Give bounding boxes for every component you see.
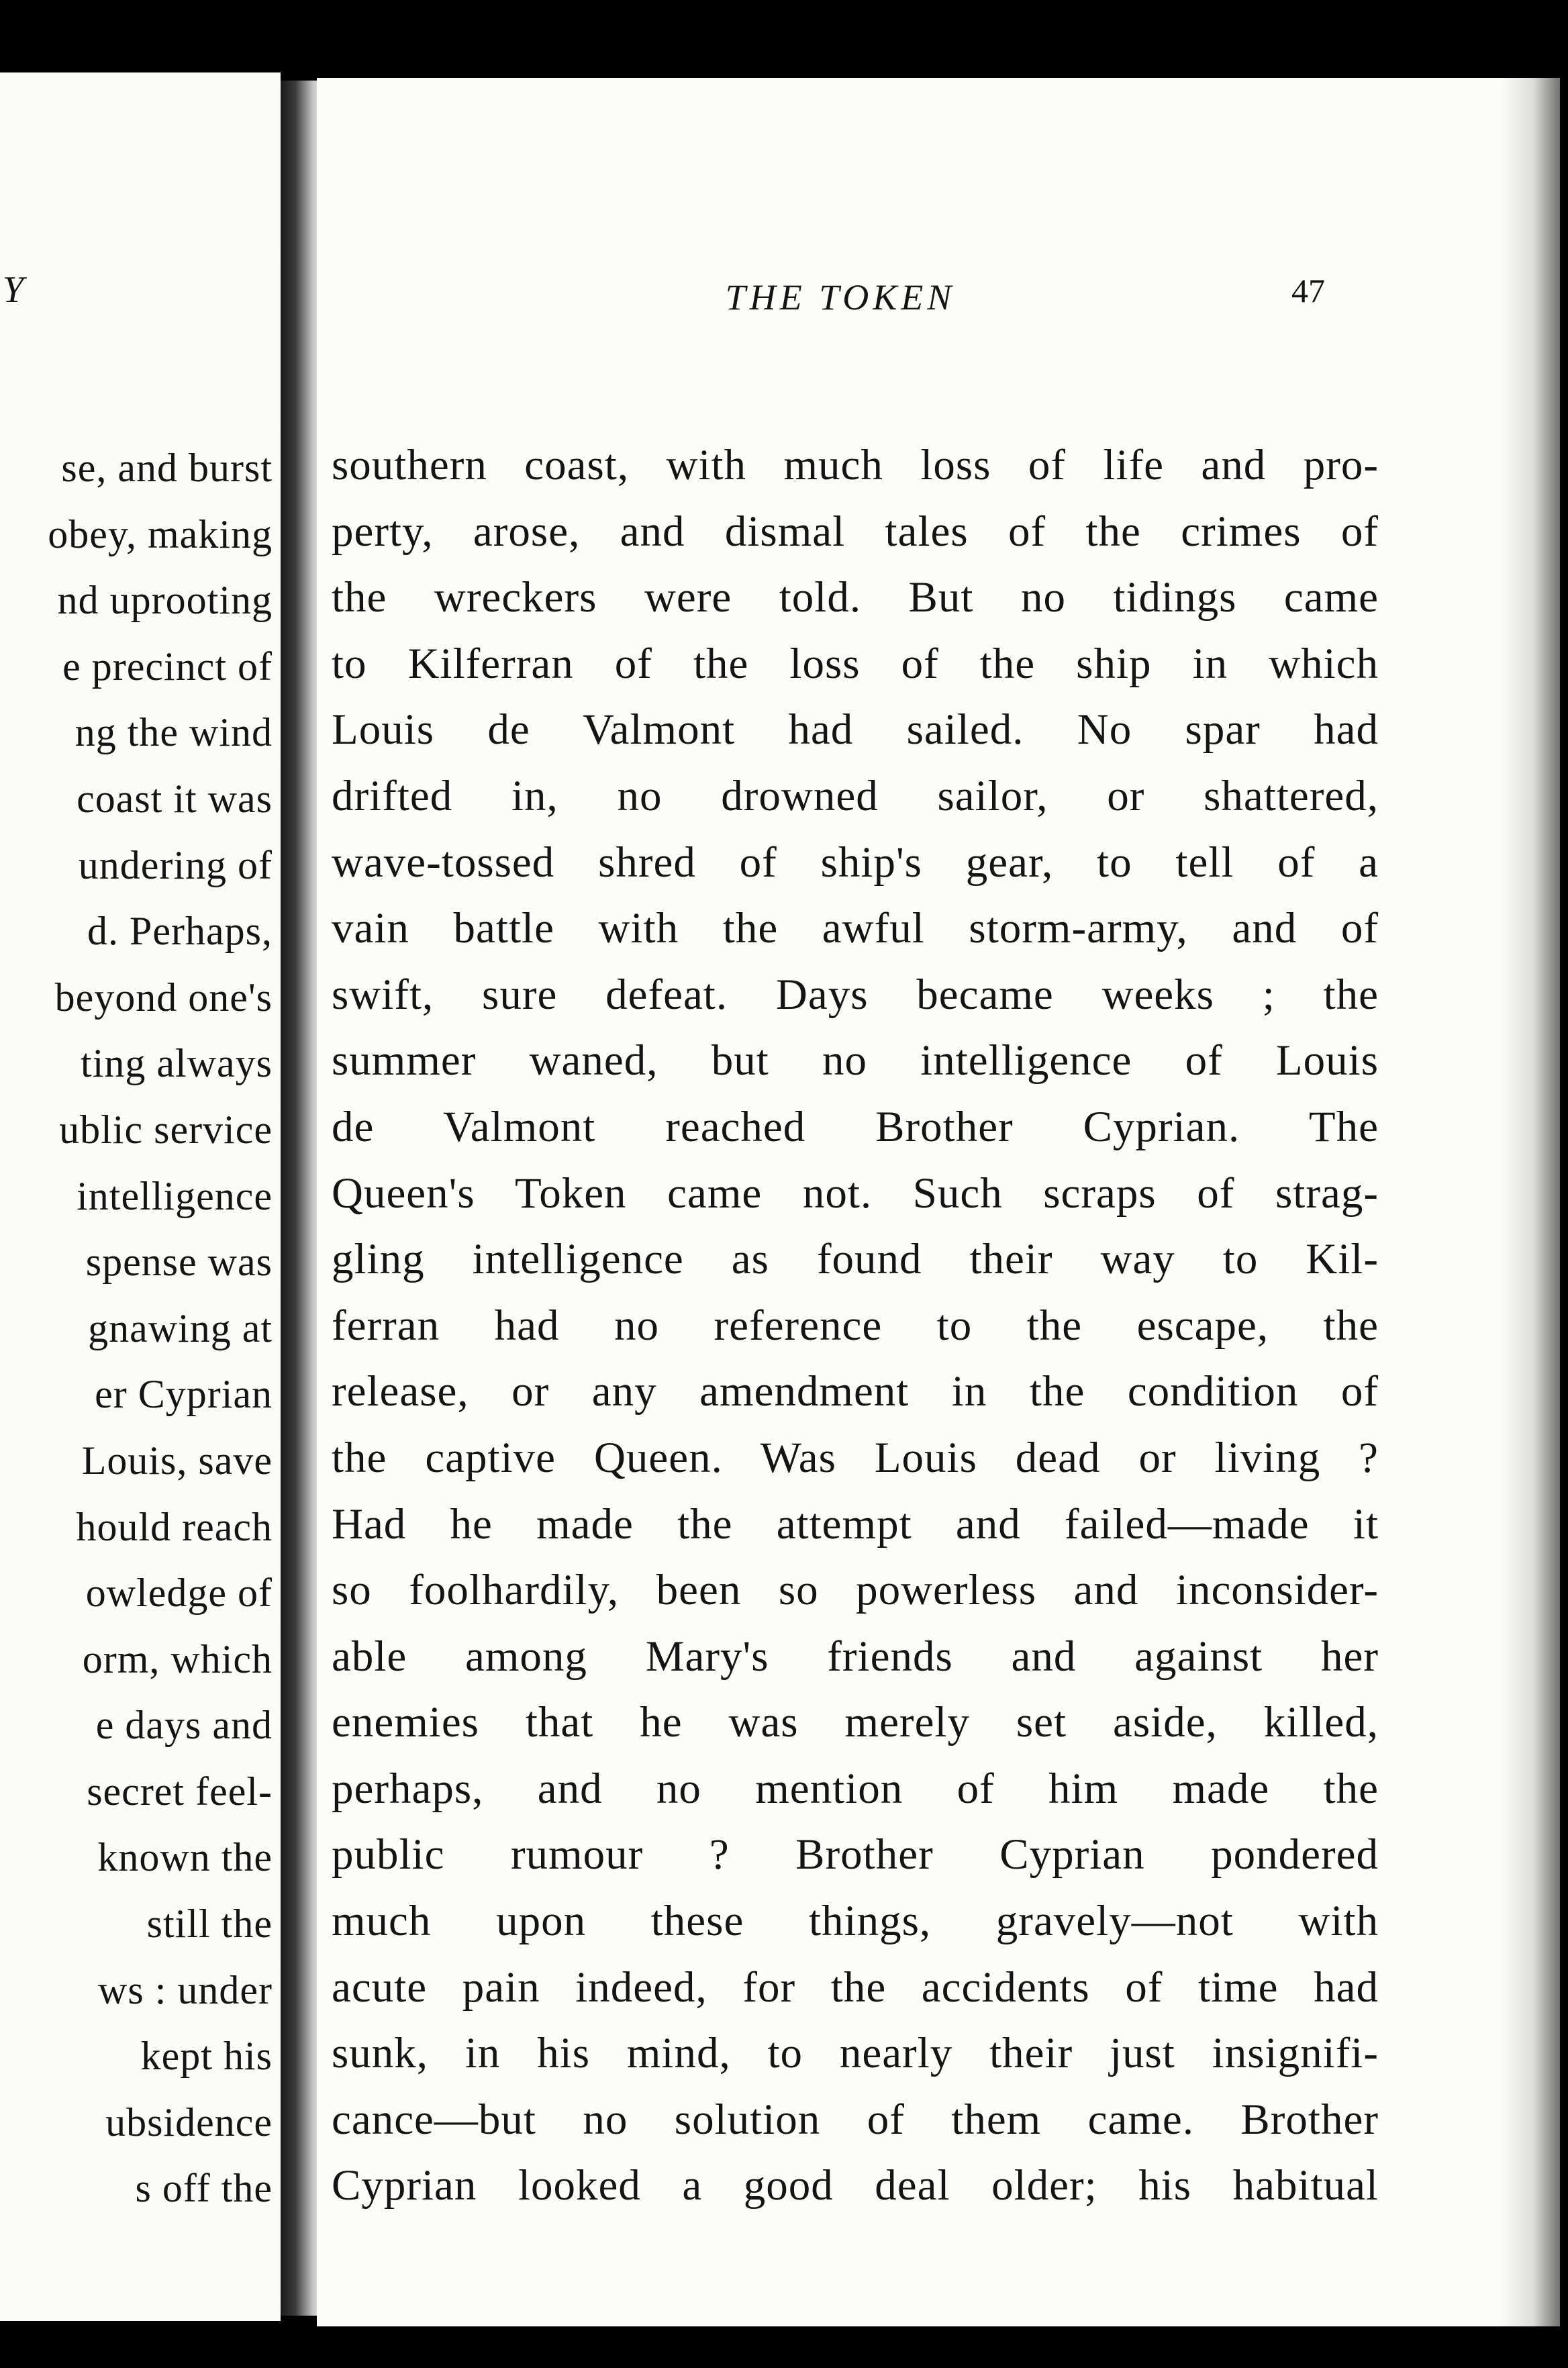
text-line: wave-tossed shred of ship's gear, to tell of a [332,838,1379,887]
running-title: THE TOKEN [725,277,956,317]
page-edge-shadow [1500,78,1560,2326]
left-line: still the [146,1902,273,1946]
left-line: ws : under [98,1967,273,2012]
left-line: ting always [81,1041,273,1086]
text-line: ferran had no reference to the escape, the [332,1301,1379,1350]
page-number: 47 [1291,272,1325,309]
text-line: Had he made the attempt and failed—made it [332,1499,1379,1548]
text-line: much upon these things, gravely—not with [332,1897,1379,1946]
text-line: southern coast, with much loss of life and pro- [332,441,1379,489]
text-line: the captive Queen. Was Louis dead or living ? [332,1433,1379,1482]
text-line: Cyprian looked a good deal older; his habitual [332,2161,1379,2210]
text-line: gling intelligence as found their way to Kil- [332,1235,1379,1284]
text-line: public rumour ? Brother Cyprian pondered [332,1830,1379,1879]
left-page-text [0,435,273,2222]
text-line: enemies that he was merely set aside, killed, [332,1698,1379,1747]
text-line: swift, sure defeat. Days became weeks ; the [332,970,1379,1019]
text-line: acute pain indeed, for the accidents of time had [332,1963,1379,2012]
left-line: s off the [135,2166,273,2211]
left-line: d. Perhaps, [87,909,273,954]
left-line: spense was [85,1240,273,1285]
left-line: known the [97,1835,273,1880]
running-head [317,271,1560,325]
left-line: nd uprooting [57,578,273,623]
left-line: se, and burst [61,446,273,490]
left-line: e days and [95,1703,273,1748]
text-line: sunk, in his mind, to nearly their just insignifi- [332,2029,1379,2078]
body-text [332,432,1379,2219]
left-line: ubsidence [105,2100,273,2144]
text-line: Queen's Token came not. Such scraps of strag- [332,1169,1379,1218]
text-line: drifted in, no drowned sailor, or shattered, [332,771,1379,820]
text-line: so foolhardily, been so powerless and inconsider- [332,1566,1379,1615]
text-line: Louis de Valmont had sailed. No spar had [332,705,1379,754]
left-running-head: Y [3,269,27,311]
text-line: the wreckers were told. But no tidings came [332,573,1379,622]
left-line: beyond one's [54,975,273,1020]
text-line: perhaps, and no mention of him made the [332,1764,1379,1813]
left-line: kept his [140,2034,273,2079]
text-line: de Valmont reached Brother Cyprian. The [332,1102,1379,1151]
text-line: summer waned, but no intelligence of Louis [332,1036,1379,1085]
text-line: to Kilferran of the loss of the ship in which [332,639,1379,688]
text-line: perty, arose, and dismal tales of the crimes of [332,507,1379,556]
left-line: hould reach [76,1504,273,1549]
text-line: release, or any amendment in the condition of [332,1367,1379,1416]
left-line: e precinct of [62,644,273,689]
left-line: Louis, save [81,1438,273,1483]
left-line: er Cyprian [95,1372,273,1417]
left-line: owledge of [85,1571,273,1616]
left-line: coast it was [77,776,273,821]
left-line: undering of [78,842,273,887]
left-line: ng the wind [75,710,273,755]
book-gutter [281,81,322,2316]
left-line: ublic service [59,1107,273,1152]
text-line: able among Mary's friends and against her [332,1632,1379,1681]
left-facing-page [0,72,281,2321]
text-line: cance—but no solution of them came. Brother [332,2095,1379,2144]
right-page [317,78,1560,2326]
left-line: secret feel- [87,1769,273,1814]
text-line: vain battle with the awful storm-army, and of [332,904,1379,953]
left-line: intelligence [77,1173,273,1218]
left-line: gnawing at [88,1305,273,1350]
left-line: obey, making [48,511,273,556]
left-line: orm, which [82,1636,273,1681]
